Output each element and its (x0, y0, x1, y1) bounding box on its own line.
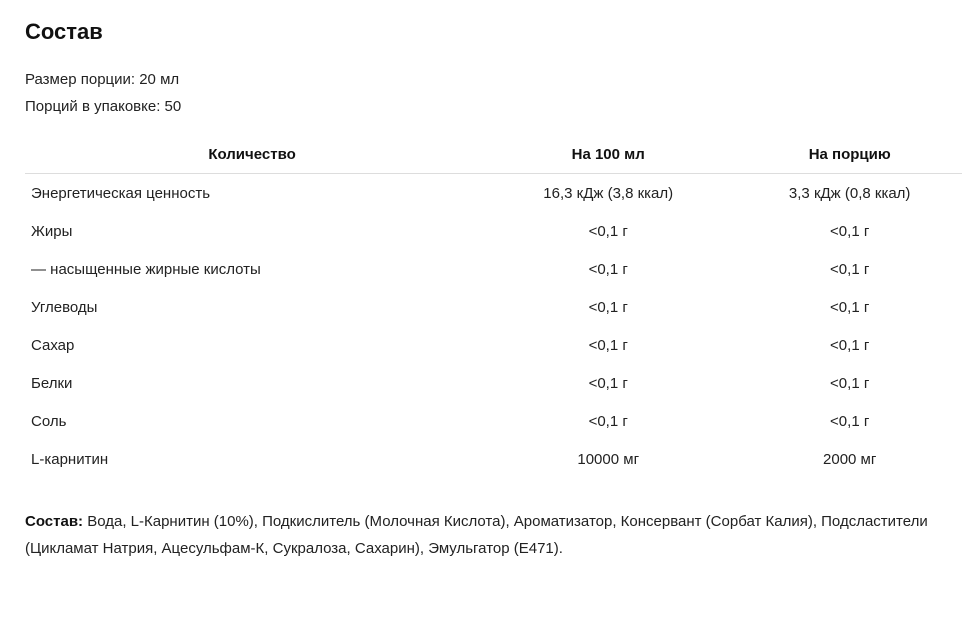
row-per-serving: <0,1 г (830, 336, 870, 354)
row-per-100ml: 16,3 кДж (3,8 ккал) (543, 184, 674, 202)
servings-per-pack: Порций в упаковке: 50 (25, 98, 182, 115)
ingredients-text (25, 508, 955, 562)
table-row (25, 288, 962, 326)
row-per-100ml: <0,1 г (588, 412, 628, 430)
header-quantity: Количество (25, 136, 479, 174)
row-per-100ml: <0,1 г (588, 374, 628, 392)
row-per-100ml: <0,1 г (588, 336, 628, 354)
row-nutrient: Соль (31, 412, 67, 430)
nutrition-table (25, 136, 962, 478)
row-nutrient: — насыщенные жирные кислоты (31, 260, 261, 278)
row-nutrient: Углеводы (31, 298, 98, 316)
row-per-100ml: <0,1 г (588, 222, 628, 240)
table-row (25, 364, 962, 402)
table-row (25, 250, 962, 288)
row-nutrient: Белки (31, 374, 73, 392)
row-per-serving: <0,1 г (830, 222, 870, 240)
row-nutrient: L-карнитин (31, 450, 109, 468)
row-per-serving: <0,1 г (830, 260, 870, 278)
row-per-serving: 2000 мг (823, 450, 877, 468)
row-per-100ml: <0,1 г (588, 260, 628, 278)
section-title: Состав (25, 19, 103, 44)
table-row (25, 212, 962, 250)
table-header-row (25, 136, 962, 174)
row-nutrient: Сахар (31, 336, 75, 354)
header-per-100ml: На 100 мл (479, 136, 737, 174)
ingredients-label: Состав: (25, 513, 84, 530)
row-per-serving: 3,3 кДж (0,8 ккал) (788, 184, 911, 202)
table-row (25, 440, 962, 478)
table-row (25, 402, 962, 440)
row-nutrient: Жиры (31, 222, 73, 240)
row-per-serving: <0,1 г (830, 298, 870, 316)
row-per-100ml: <0,1 г (588, 298, 628, 316)
row-nutrient: Энергетическая ценность (31, 184, 211, 202)
row-per-serving: <0,1 г (830, 412, 870, 430)
row-per-serving: <0,1 г (830, 374, 870, 392)
table-row (25, 326, 962, 364)
header-per-serving: На порцию (737, 136, 962, 174)
row-per-100ml: 10000 мг (577, 450, 640, 468)
table-row (25, 174, 962, 213)
ingredients-list: Вода, L-Карнитин (10%), Подкислитель (Молочная Кислота), Ароматизатор, Консервант (Сорбат Калия), Подсластители (Цикламат Натрия, Ацесульфам-К, Сукралоза, Сахарин), Эмульгатор (Е471). (25, 513, 928, 557)
serving-info (25, 66, 181, 120)
serving-size: Размер порции: 20 мл (25, 71, 180, 88)
